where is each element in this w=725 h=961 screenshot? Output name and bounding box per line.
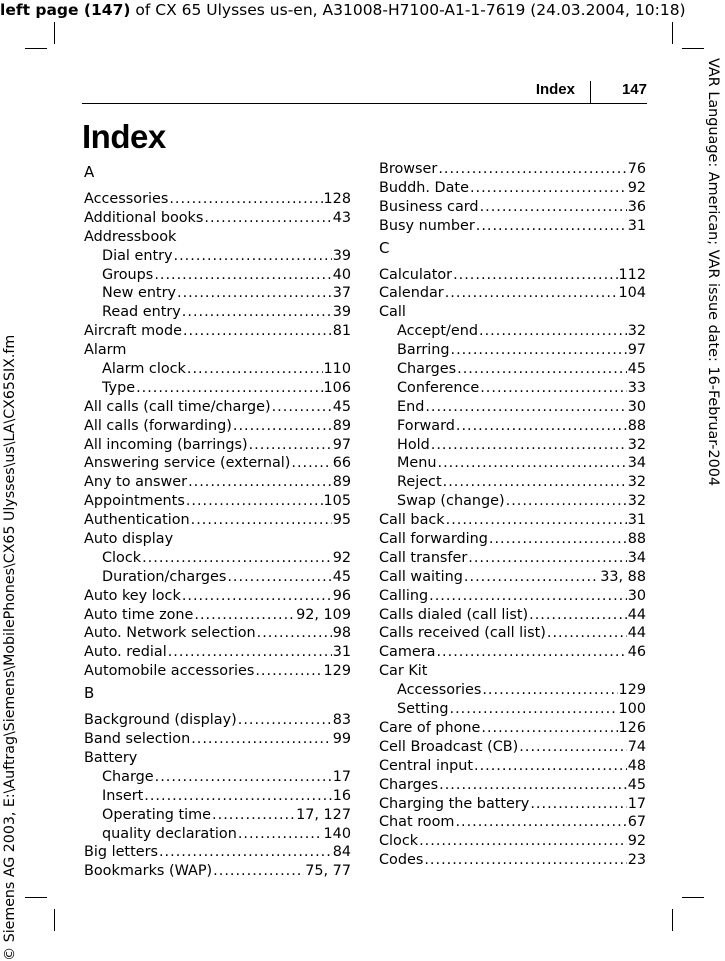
index-subentry — [84, 549, 351, 568]
index-entry-pages: 110 — [323, 361, 351, 378]
dot-leader — [431, 436, 627, 455]
index-entry-pages: 112 — [618, 266, 646, 283]
index-entry-label: Read entry — [102, 304, 181, 321]
index-entry-pages: 66 — [332, 455, 351, 472]
index-entry-label: Swap (change) — [397, 493, 505, 510]
index-entry — [84, 341, 351, 360]
dot-leader — [249, 436, 332, 455]
dot-leader — [474, 757, 627, 776]
index-entry — [84, 606, 351, 625]
index-entry — [379, 606, 646, 625]
index-subentry — [379, 341, 646, 360]
index-entry — [379, 757, 646, 776]
index-entry — [84, 730, 351, 749]
dot-leader — [506, 492, 627, 511]
index-entry — [84, 398, 351, 417]
index-entry — [84, 643, 351, 662]
print-header-details: of CX 65 Ulysses us-en, A31008-H7100-A1-1-7619 (24.03.2004, 10:18) — [130, 1, 686, 19]
side-note-left: © Siemens AG 2003, E:\Auftrag\Siemens\MobilePhones\CX65 Ulysses\us\LA\CX65SIX.fm — [2, 334, 18, 961]
index-entry-label: Call back — [379, 512, 445, 529]
side-note-right — [703, 58, 725, 958]
print-header — [0, 1, 725, 19]
index-entry — [84, 711, 351, 730]
index-entry — [379, 851, 646, 870]
index-entry — [379, 643, 646, 662]
index-letter-heading: C — [379, 238, 390, 257]
dot-leader — [174, 247, 332, 266]
dot-leader — [429, 587, 627, 606]
index-entry — [379, 738, 646, 757]
index-entry — [379, 530, 646, 549]
index-subentry — [379, 398, 646, 417]
index-entry — [84, 511, 351, 530]
index-entry-label: All calls (forwarding) — [84, 417, 232, 434]
index-entry — [84, 436, 351, 455]
dot-leader — [204, 209, 331, 228]
index-entry-label: Band selection — [84, 731, 191, 748]
index-entry-label: Charging the battery — [379, 795, 530, 812]
dot-leader — [191, 730, 331, 749]
index-entry-label: Setting — [397, 701, 449, 718]
dot-leader — [159, 843, 332, 862]
dot-leader — [489, 530, 627, 549]
crop-mark-bottom-left-v — [54, 909, 55, 931]
index-entry-pages: 39 — [332, 247, 351, 264]
dot-leader — [438, 454, 627, 473]
index-entry-pages: 30 — [627, 398, 646, 415]
index-entry-pages: 48 — [627, 757, 646, 774]
index-entry-pages: 23 — [627, 852, 646, 869]
crop-mark-bottom-right-h — [682, 897, 704, 898]
index-subentry — [379, 322, 646, 341]
dot-leader — [445, 284, 618, 303]
dot-leader — [439, 776, 627, 795]
dot-leader — [443, 473, 627, 492]
index-subentry — [379, 379, 646, 398]
index-entry-pages: 36 — [627, 198, 646, 215]
index-entry-label: Auto time zone — [84, 606, 194, 623]
index-entry-label: New entry — [102, 285, 177, 302]
index-entry-pages: 92 — [627, 833, 646, 850]
index-entry-pages: 34 — [627, 549, 646, 566]
index-entry — [84, 862, 351, 881]
index-entry — [84, 530, 351, 549]
index-entry-label: Reject — [397, 474, 442, 491]
index-entry — [84, 190, 351, 209]
index-entry-pages: 95 — [332, 512, 351, 529]
index-entry — [379, 198, 646, 217]
dot-leader — [529, 606, 627, 625]
index-entry-pages: 89 — [332, 474, 351, 491]
index-entry-label: Operating time — [102, 806, 212, 823]
index-entry-pages: 40 — [332, 266, 351, 283]
index-entry-pages: 83 — [332, 712, 351, 729]
index-entry-label: Forward — [397, 417, 455, 434]
index-entry — [379, 719, 646, 738]
index-entry-pages: 104 — [618, 285, 646, 302]
index-entry-label: Type — [102, 379, 136, 396]
index-entry-label: Addressbook — [84, 228, 177, 245]
index-entry-label: Alarm clock — [102, 361, 186, 378]
index-entry-label: Clock — [379, 833, 419, 850]
index-entry-pages: 31 — [627, 217, 646, 234]
index-entry-pages: 97 — [332, 436, 351, 453]
dot-leader — [188, 473, 332, 492]
index-entry-pages: 45 — [332, 568, 351, 585]
index-entry-pages: 44 — [627, 606, 646, 623]
dot-leader — [419, 832, 627, 851]
index-entry-pages: 32 — [627, 436, 646, 453]
index-entry — [379, 511, 646, 530]
crop-mark-top-right-h — [682, 48, 704, 49]
index-entry-label: Cell Broadcast (CB) — [379, 738, 519, 755]
index-entry-label: Calendar — [379, 285, 444, 302]
index-subentry — [379, 473, 646, 492]
index-subentry — [379, 436, 646, 455]
header-rule — [82, 103, 647, 104]
index-entry-label: Barring — [397, 342, 450, 359]
index-entry-pages: 128 — [323, 191, 351, 207]
index-entry-label: Auto. Network selection — [84, 625, 256, 642]
index-entry-label: Buddh. Date — [379, 179, 469, 196]
index-entry-label: Groups — [102, 266, 154, 283]
index-entry-label: Hold — [397, 436, 430, 453]
index-entry-pages: 32 — [627, 493, 646, 510]
index-subentry — [379, 681, 646, 700]
index-entry-label: Authentication — [84, 512, 190, 529]
dot-leader — [255, 662, 322, 681]
dot-leader — [187, 360, 323, 379]
dot-leader — [186, 492, 323, 511]
index-entry-label: Accessories — [397, 682, 482, 699]
index-entry — [379, 160, 646, 179]
index-entry-label: Browser — [379, 161, 438, 177]
index-entry — [84, 843, 351, 862]
index-entry — [379, 776, 646, 795]
index-entry-label: Clock — [102, 549, 142, 566]
index-entry-label: Central input — [379, 757, 473, 774]
dot-leader — [480, 379, 626, 398]
index-entry — [84, 322, 351, 341]
dot-leader — [154, 266, 331, 285]
index-entry-pages: 31 — [332, 644, 351, 661]
index-entry-pages: 75, 77 — [305, 863, 351, 880]
dot-leader — [457, 360, 627, 379]
index-entry-label: Calls received (call list) — [379, 625, 546, 642]
running-header-divider — [590, 81, 591, 103]
index-entry-label: Auto. redial — [84, 644, 167, 661]
index-entry-label: Any to answer — [84, 474, 188, 491]
index-entry-pages: 30 — [627, 587, 646, 604]
dot-leader — [480, 198, 627, 217]
dot-leader — [238, 711, 332, 730]
dot-leader — [136, 379, 322, 398]
index-subentry — [379, 492, 646, 511]
dot-leader — [212, 806, 295, 825]
index-entry-label: Camera — [379, 644, 436, 661]
dot-leader — [476, 217, 627, 236]
index-entry — [84, 587, 351, 606]
dot-leader — [168, 643, 332, 662]
index-entry-pages: 88 — [627, 417, 646, 434]
index-column-right — [379, 160, 646, 870]
index-entry-pages: 67 — [627, 814, 646, 831]
index-entry — [379, 303, 646, 322]
index-entry — [379, 662, 646, 681]
dot-leader — [455, 813, 626, 832]
index-entry-label: Codes — [379, 852, 424, 869]
index-entry-pages: 92 — [332, 549, 351, 566]
print-header-page: left page (147) — [0, 1, 131, 19]
index-entry-pages: 129 — [323, 663, 351, 680]
index-entry-label: Car Kit — [379, 663, 428, 680]
index-entry-label: All incoming (barrings) — [84, 436, 248, 453]
dot-leader — [155, 768, 332, 787]
dot-leader — [424, 851, 626, 870]
index-entry-label: Business card — [379, 198, 479, 215]
dot-leader — [464, 568, 599, 587]
index-entry-label: Insert — [102, 787, 144, 804]
index-entry-label: Call — [379, 304, 406, 321]
index-entry-label: Aircraft mode — [84, 323, 182, 340]
index-entry-pages: 97 — [627, 342, 646, 359]
index-entry-pages: 43 — [332, 209, 351, 226]
index-letter-heading: A — [84, 163, 95, 181]
dot-leader — [446, 511, 627, 530]
index-entry-pages: 45 — [627, 361, 646, 378]
index-entry — [379, 568, 646, 587]
index-entry-pages: 32 — [627, 474, 646, 491]
crop-mark-bottom-right-v — [672, 909, 673, 931]
index-entry-label: Call waiting — [379, 568, 463, 585]
index-entry — [379, 217, 646, 236]
index-entry-label: Calling — [379, 587, 429, 604]
index-entry-pages: 76 — [627, 161, 646, 177]
index-entry-pages: 17, 127 — [296, 806, 351, 823]
dot-leader — [530, 795, 626, 814]
index-entry — [84, 492, 351, 511]
dot-leader — [450, 700, 618, 719]
index-subentry — [84, 247, 351, 266]
dot-leader — [142, 549, 332, 568]
index-entry-pages: 92, 109 — [296, 606, 351, 623]
dot-leader — [257, 624, 332, 643]
index-subentry — [84, 787, 351, 806]
index-entry-pages: 105 — [323, 493, 351, 510]
index-entry-pages: 34 — [627, 455, 646, 472]
index-entry-pages: 74 — [627, 738, 646, 755]
dot-leader — [177, 284, 332, 303]
dot-leader — [182, 587, 332, 606]
index-entry — [379, 832, 646, 851]
index-entry — [84, 624, 351, 643]
index-entry-pages: 96 — [332, 587, 351, 604]
index-entry — [84, 662, 351, 681]
dot-leader — [169, 190, 322, 209]
index-entry-label: Background (display) — [84, 712, 237, 729]
index-entry-pages: 37 — [332, 285, 351, 302]
index-entry — [84, 749, 351, 768]
index-entry-label: Menu — [397, 455, 437, 472]
running-header-title: Index — [535, 81, 575, 98]
index-entry-pages: 17 — [332, 768, 351, 785]
index-entry-label: Conference — [397, 379, 480, 396]
dot-leader — [519, 738, 626, 757]
index-entry — [379, 813, 646, 832]
page-title: Index — [82, 118, 166, 155]
index-entry — [84, 228, 351, 247]
index-entry-label: Duration/charges — [102, 568, 227, 585]
index-entry — [84, 454, 351, 473]
index-entry-pages: 99 — [332, 731, 351, 748]
index-entry-label: Busy number — [379, 217, 475, 234]
index-subentry — [84, 825, 351, 844]
index-entry-label: Additional books — [84, 209, 204, 226]
index-entry-pages: 126 — [618, 719, 646, 736]
crop-mark-bottom-left-h — [25, 897, 47, 898]
index-entry-pages: 106 — [323, 379, 351, 396]
dot-leader — [453, 266, 617, 285]
dot-leader — [425, 398, 626, 417]
dot-leader — [481, 719, 617, 738]
index-entry-pages: 45 — [332, 398, 351, 415]
index-entry-pages: 45 — [627, 776, 646, 793]
index-subentry — [84, 568, 351, 587]
dot-leader — [194, 606, 295, 625]
index-entry-pages: 39 — [332, 304, 351, 321]
index-subentry — [84, 303, 351, 322]
index-entry — [379, 549, 646, 568]
dot-leader — [272, 398, 332, 417]
crop-mark-top-left-v — [54, 22, 55, 44]
dot-leader — [227, 568, 331, 587]
var-language-note: VAR Language: American; VAR issue date: 16-Februar-2004 — [705, 58, 721, 487]
index-entry-pages: 81 — [332, 323, 351, 340]
dot-leader — [191, 511, 332, 530]
index-entry — [379, 624, 646, 643]
running-header — [82, 81, 647, 101]
dot-leader — [436, 643, 626, 662]
index-entry-label: Automobile accessories — [84, 663, 255, 680]
index-entry-pages: 140 — [323, 825, 351, 842]
dot-leader — [470, 179, 627, 198]
index-entry-label: Accessories — [84, 191, 169, 207]
index-entry-pages: 129 — [618, 682, 646, 699]
index-entry-label: Calls dialed (call list) — [379, 606, 529, 623]
index-entry-label: Care of phone — [379, 719, 481, 736]
index-entry-label: Alarm — [84, 342, 127, 359]
index-entry-pages: 16 — [332, 787, 351, 804]
dot-leader — [438, 160, 626, 179]
dot-leader — [479, 322, 627, 341]
index-entry-label: Big letters — [84, 844, 158, 861]
index-letter-heading: B — [84, 684, 95, 703]
index-subentry — [84, 266, 351, 285]
dot-leader — [456, 417, 627, 436]
index-entry-pages: 84 — [332, 844, 351, 861]
index-entry-label: Bookmarks (WAP) — [84, 863, 213, 880]
index-subentry — [84, 360, 351, 379]
dot-leader — [213, 862, 304, 881]
index-entry-label: Battery — [84, 749, 138, 766]
index-entry-pages: 32 — [627, 323, 646, 340]
index-entry-label: End — [397, 398, 425, 415]
dot-leader — [451, 341, 627, 360]
index-entry-label: Charges — [397, 361, 457, 378]
index-entry-pages: 33 — [627, 379, 646, 396]
index-entry-pages: 44 — [627, 625, 646, 642]
index-entry-label: Accept/end — [397, 323, 479, 340]
index-entry-pages: 88 — [627, 531, 646, 548]
index-entry-pages: 31 — [627, 512, 646, 529]
index-entry-label: Charges — [379, 776, 439, 793]
index-entry-pages: 17 — [627, 795, 646, 812]
index-entry — [379, 587, 646, 606]
index-entry-label: quality declaration — [102, 825, 237, 842]
index-subentry — [379, 700, 646, 719]
page-number: 147 — [621, 81, 647, 98]
index-entry-label: Charge — [102, 768, 154, 785]
dot-leader — [233, 417, 332, 436]
index-entry-pages: 46 — [627, 644, 646, 661]
index-entry-pages: 92 — [627, 179, 646, 196]
index-entry-pages: 98 — [332, 625, 351, 642]
index-entry-pages: 100 — [618, 701, 646, 718]
index-entry-label: Call forwarding — [379, 531, 488, 548]
index-entry-label: Chat room — [379, 814, 455, 831]
crop-mark-top-left-h — [25, 48, 47, 49]
index-subentry — [84, 806, 351, 825]
index-entry-label: Auto display — [84, 531, 174, 548]
dot-leader — [468, 549, 626, 568]
index-entry — [379, 795, 646, 814]
index-entry-label: Dial entry — [102, 247, 173, 264]
index-subentry — [84, 768, 351, 787]
index-entry-label: Call transfer — [379, 549, 468, 566]
dot-leader — [547, 624, 627, 643]
dot-leader — [238, 825, 323, 844]
dot-leader — [183, 322, 332, 341]
index-entry — [379, 266, 646, 285]
index-entry-pages: 33, 88 — [600, 568, 646, 585]
dot-leader — [182, 303, 332, 322]
index-subentry — [379, 360, 646, 379]
index-entry — [84, 473, 351, 492]
index-entry — [84, 417, 351, 436]
dot-leader — [291, 454, 331, 473]
index-subentry — [379, 417, 646, 436]
index-subentry — [84, 284, 351, 303]
index-subentry — [379, 454, 646, 473]
index-entry-label: Answering service (external) — [84, 455, 291, 472]
index-subentry — [84, 379, 351, 398]
index-entry-label: All calls (call time/charge) — [84, 398, 271, 415]
index-entry-pages: 89 — [332, 417, 351, 434]
index-entry — [379, 284, 646, 303]
index-entry — [84, 209, 351, 228]
index-column-left — [84, 160, 351, 881]
dot-leader — [144, 787, 331, 806]
index-entry-label: Auto key lock — [84, 587, 181, 604]
index-entry-label: Appointments — [84, 493, 185, 510]
crop-mark-top-right-v — [672, 22, 673, 44]
index-entry — [379, 179, 646, 198]
index-entry-label: Calculator — [379, 266, 453, 283]
dot-leader — [482, 681, 617, 700]
